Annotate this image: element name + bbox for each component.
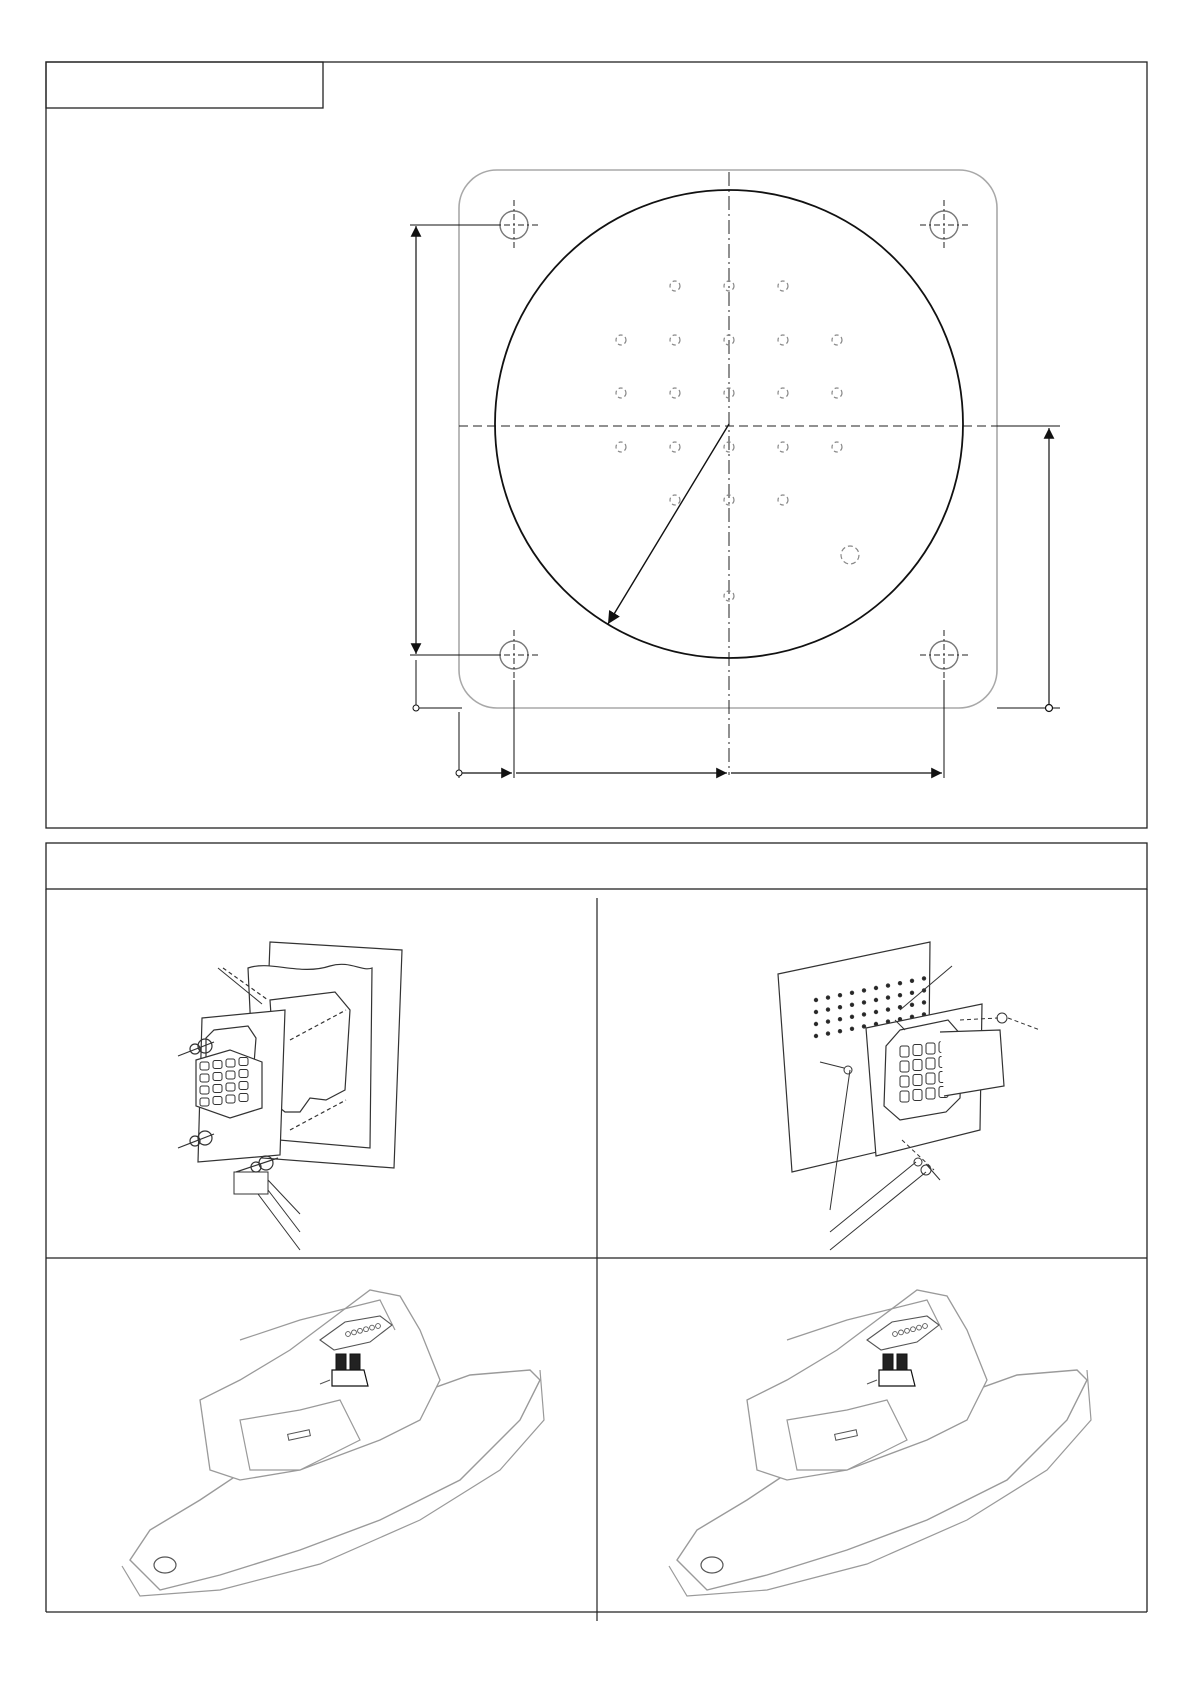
panel-hole [862, 1013, 865, 1016]
panel-hole [898, 1006, 901, 1009]
sound-hole [832, 335, 842, 345]
panel-hole [874, 998, 877, 1001]
jumper-pin [883, 1354, 893, 1372]
panel-hole [910, 979, 913, 982]
panel-hole [814, 998, 817, 1001]
sound-hole [616, 388, 626, 398]
sound-hole [670, 495, 680, 505]
corner-hole-top-right [920, 200, 968, 250]
panel-hole [898, 982, 901, 985]
panel-hole [826, 996, 829, 999]
keypad-button [926, 1088, 935, 1099]
sound-hole [778, 388, 788, 398]
panel-hole [850, 1015, 853, 1018]
panel-hole [886, 996, 889, 999]
sound-hole [670, 388, 680, 398]
panel-hole [862, 989, 865, 992]
jumper-setting-view-right [669, 1290, 1091, 1596]
keypad-button [213, 1085, 222, 1093]
dimension-vertical-hole-spacing [410, 225, 500, 655]
keypad-button [239, 1070, 248, 1078]
sound-hole [778, 335, 788, 345]
panel-hole [826, 1032, 829, 1035]
panel-hole [838, 994, 841, 997]
panel-hole [874, 986, 877, 989]
keypad-button [213, 1097, 222, 1105]
sound-hole [832, 442, 842, 452]
panel-hole [886, 1008, 889, 1011]
keypad-button [913, 1060, 922, 1071]
panel-hole [850, 1027, 853, 1030]
panel-hole [850, 991, 853, 994]
keypad-button [200, 1098, 209, 1106]
sound-hole [616, 442, 626, 452]
sound-hole [616, 335, 626, 345]
keypad-button [226, 1095, 235, 1103]
keypad-button [200, 1086, 209, 1094]
front-mount-exploded-view [778, 942, 1040, 1250]
sound-hole [778, 281, 788, 291]
keypad-button [213, 1061, 222, 1069]
sound-hole [670, 442, 680, 452]
keypad-button [900, 1076, 909, 1087]
jumper-setting-view-left [122, 1290, 544, 1596]
keypad-button [226, 1083, 235, 1091]
template-section [46, 62, 1147, 828]
panel-hole [826, 1020, 829, 1023]
jumper-pin [897, 1354, 907, 1372]
sound-hole-grid [616, 281, 859, 601]
panel-hole [850, 1003, 853, 1006]
sound-hole [832, 388, 842, 398]
panel-hole [874, 1010, 877, 1013]
keypad-button [900, 1091, 909, 1102]
panel-hole [814, 1022, 817, 1025]
jumper-pin [336, 1354, 346, 1372]
sound-hole [670, 335, 680, 345]
radius-arrow [608, 424, 729, 624]
keypad-button [900, 1046, 909, 1057]
sound-hole [778, 495, 788, 505]
jumper-pin [350, 1354, 360, 1372]
sound-hole-large [841, 546, 859, 564]
keypad-button [913, 1045, 922, 1056]
jumper-cap [879, 1370, 915, 1386]
keypad-button [926, 1058, 935, 1069]
panel-hole [886, 984, 889, 987]
keypad-button [926, 1043, 935, 1054]
panel-hole [826, 1008, 829, 1011]
panel-hole [922, 977, 925, 980]
panel-hole [862, 1001, 865, 1004]
keypad-button [926, 1073, 935, 1084]
mount-hole [154, 1557, 176, 1573]
panel-hole [910, 1003, 913, 1006]
keypad-button [913, 1075, 922, 1086]
panel-hole [910, 991, 913, 994]
panel-hole [814, 1010, 817, 1013]
keypad-button [913, 1090, 922, 1101]
dimension-vertical-edge-offset [413, 660, 462, 711]
keypad-button [213, 1073, 222, 1081]
keypad-button [239, 1082, 248, 1090]
panel-hole [922, 1001, 925, 1004]
sound-hole [670, 281, 680, 291]
panel-hole [898, 994, 901, 997]
mount-hole [701, 1557, 723, 1573]
keypad-button [200, 1074, 209, 1082]
mounting-plate-outline [459, 170, 997, 708]
jumper-cap [332, 1370, 368, 1386]
dimension-vertical-center-height [997, 426, 1060, 712]
installation-header-box [46, 843, 1147, 889]
panel-hole [838, 1018, 841, 1021]
keypad-button [226, 1059, 235, 1067]
keypad-button [200, 1062, 209, 1070]
panel-hole [838, 1006, 841, 1009]
dimension-horizontal-hole-spacing [456, 680, 944, 778]
installation-section [46, 843, 1147, 1621]
keypad-button [226, 1071, 235, 1079]
rear-mount-exploded-view [178, 942, 402, 1250]
keypad-button [900, 1061, 909, 1072]
keypad-button [239, 1094, 248, 1102]
panel-hole [862, 1025, 865, 1028]
panel-hole [838, 1030, 841, 1033]
panel-hole [814, 1034, 817, 1037]
keypad-button [239, 1058, 248, 1066]
sound-hole [778, 442, 788, 452]
template-title-box [46, 62, 323, 108]
corner-hole-bottom-right [920, 630, 968, 680]
